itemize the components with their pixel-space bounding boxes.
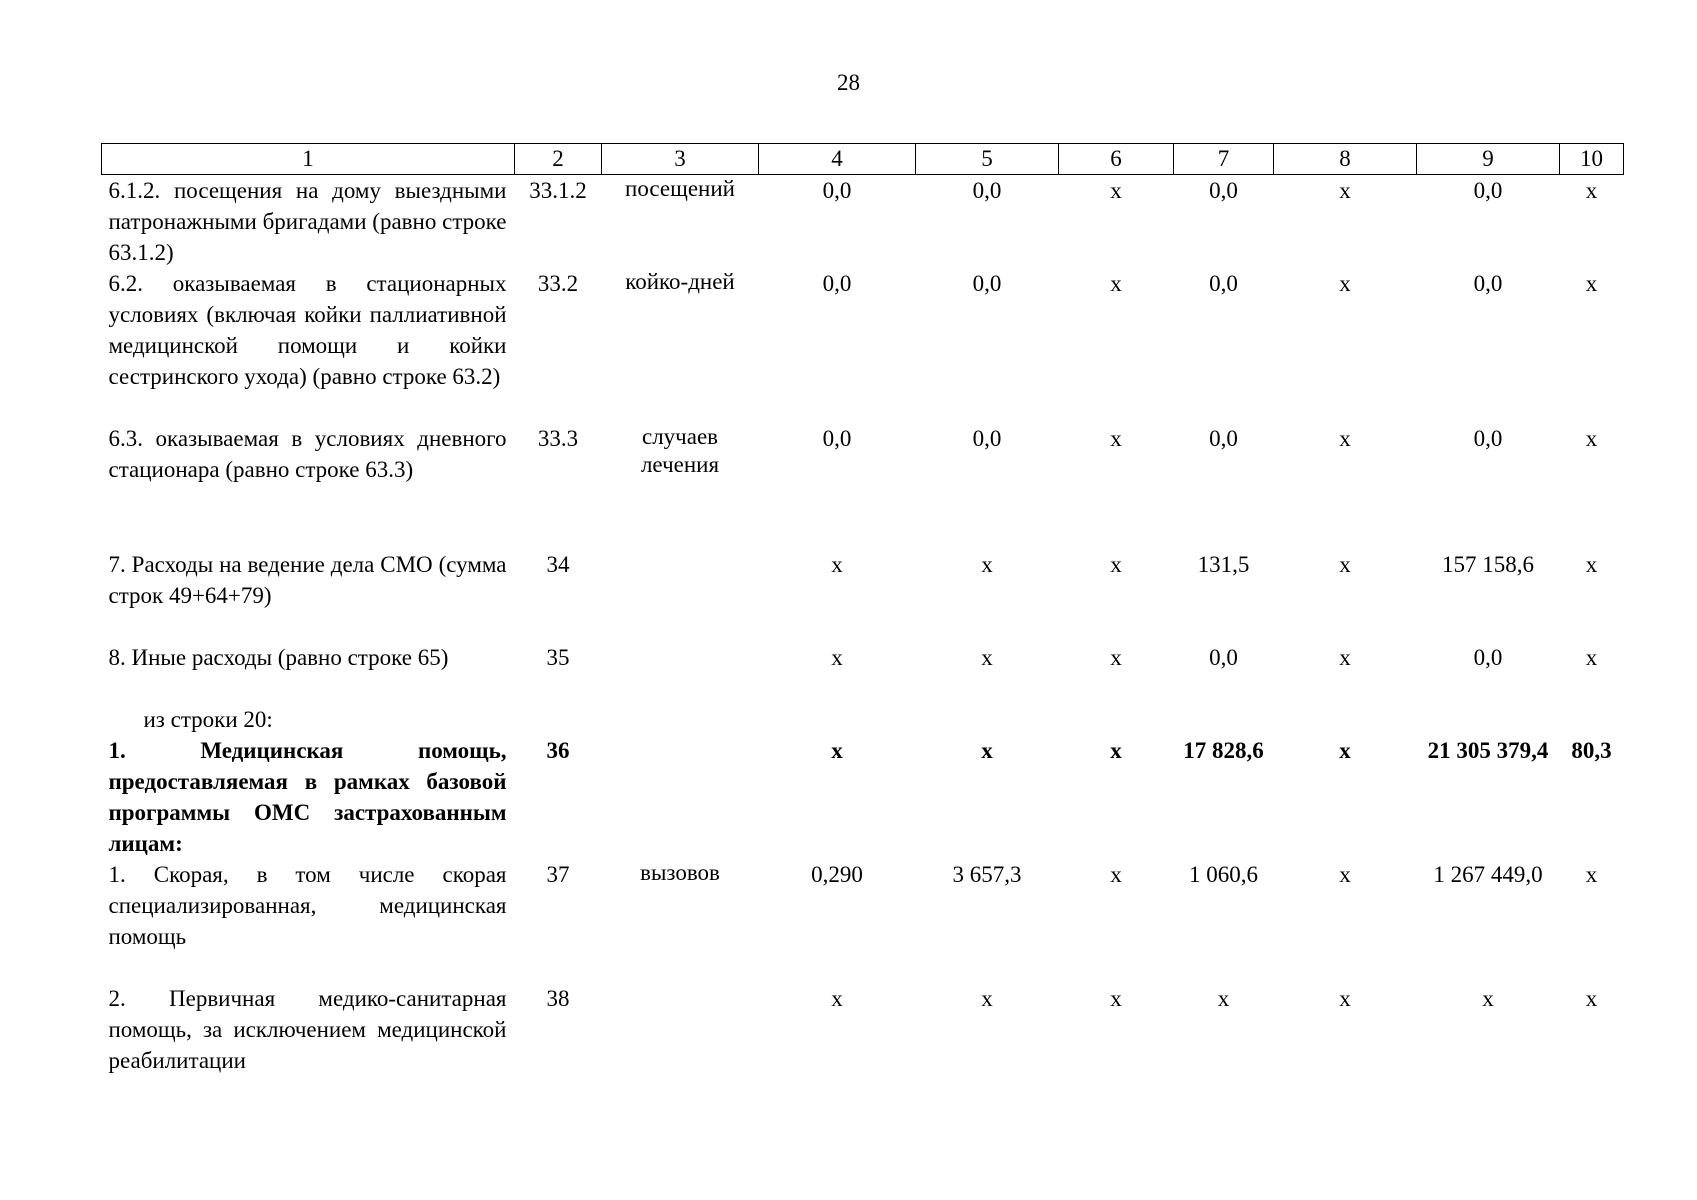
cell-col5: х bbox=[981, 738, 993, 763]
cell-col4: х bbox=[831, 552, 843, 577]
cell-col5: х bbox=[981, 552, 993, 577]
cell-col4: 0,290 bbox=[811, 862, 863, 887]
row-code: 37 bbox=[546, 862, 570, 887]
column-header: 9 bbox=[1417, 144, 1560, 175]
cell-col7: 0,0 bbox=[1209, 645, 1238, 670]
table-row bbox=[102, 549, 1624, 642]
cell-col6: х bbox=[1110, 426, 1122, 451]
row-code: 36 bbox=[546, 738, 570, 763]
cell-col9: 0,0 bbox=[1473, 426, 1503, 451]
row-name: 7. Расходы на ведение дела СМО (сумма строк 49+64+79) bbox=[108, 552, 507, 608]
table-header-row bbox=[102, 144, 1624, 175]
cell-col5: 0,0 bbox=[972, 271, 1002, 296]
row-unit bbox=[602, 642, 759, 704]
cell-col6: х bbox=[1110, 271, 1122, 296]
column-header: 4 bbox=[759, 144, 916, 175]
table-row bbox=[102, 704, 1624, 735]
cell-col9: 0,0 bbox=[1473, 271, 1503, 296]
cell-col8: х bbox=[1339, 645, 1351, 670]
row-name: из строки 20: bbox=[143, 707, 273, 732]
row-code: 33.3 bbox=[537, 426, 579, 451]
cell-col6: х bbox=[1110, 178, 1122, 203]
row-name: 8. Иные расходы (равно строке 65) bbox=[108, 645, 449, 670]
row-name: 2. Первичная медико-санитарная помощь, за исключением медицинской реабилитации bbox=[108, 986, 507, 1073]
table-row bbox=[102, 983, 1624, 1076]
cell-col10: х bbox=[1585, 645, 1598, 670]
cell-col8: х bbox=[1339, 552, 1351, 577]
column-header: 6 bbox=[1059, 144, 1174, 175]
cell-col5 bbox=[916, 704, 1059, 735]
row-unit: посещений bbox=[625, 176, 735, 201]
cell-col7: 1 060,6 bbox=[1189, 862, 1258, 887]
table-row bbox=[102, 268, 1624, 423]
cell-col9 bbox=[1417, 704, 1560, 735]
cell-col4: х bbox=[831, 645, 843, 670]
row-code: 33.1.2 bbox=[529, 178, 587, 203]
cell-col8: х bbox=[1339, 738, 1351, 763]
cell-col5: 0,0 bbox=[972, 426, 1002, 451]
cell-col4: х bbox=[831, 738, 843, 763]
cell-col5: 3 657,3 bbox=[952, 862, 1022, 887]
cell-col7: 0,0 bbox=[1209, 426, 1238, 451]
cell-col5: х bbox=[981, 645, 993, 670]
cell-col8: х bbox=[1339, 426, 1351, 451]
row-unit: случаев лечения bbox=[640, 424, 720, 477]
table-row bbox=[102, 642, 1624, 704]
data-table bbox=[101, 143, 1624, 1076]
column-header: 5 bbox=[916, 144, 1059, 175]
cell-col8: х bbox=[1339, 271, 1351, 296]
cell-col4: х bbox=[831, 986, 843, 1011]
cell-col7 bbox=[1174, 704, 1274, 735]
column-header: 8 bbox=[1274, 144, 1417, 175]
cell-col9: 1 267 449,0 bbox=[1433, 862, 1543, 887]
cell-col7: 0,0 bbox=[1209, 178, 1238, 203]
cell-col5: х bbox=[981, 986, 993, 1011]
cell-col7: 131,5 bbox=[1197, 552, 1250, 577]
column-header: 1 bbox=[102, 144, 515, 175]
cell-col4: 0,0 bbox=[822, 271, 852, 296]
cell-col4: 0,0 bbox=[822, 178, 852, 203]
cell-col9: 0,0 bbox=[1473, 645, 1503, 670]
cell-col10 bbox=[1560, 704, 1624, 735]
row-name: 6.2. оказываемая в стационарных условиях (включая койки паллиативной медицинской помощи и койки сестринского ухода) (равно строке 63.2) bbox=[108, 271, 507, 389]
row-unit: вызовов bbox=[640, 860, 720, 885]
cell-col6: х bbox=[1110, 645, 1122, 670]
table-row bbox=[102, 423, 1624, 549]
row-unit bbox=[602, 704, 759, 735]
cell-col9: х bbox=[1482, 986, 1494, 1011]
cell-col6: х bbox=[1110, 738, 1122, 763]
cell-col4 bbox=[759, 704, 916, 735]
row-code: 33.2 bbox=[537, 271, 579, 296]
table-row bbox=[102, 735, 1624, 859]
cell-col6 bbox=[1059, 704, 1174, 735]
row-name: 1. Медицинская помощь, предоставляемая в рамках базовой программы ОМС застрахованным лицам: bbox=[108, 738, 507, 856]
cell-col9: 21 305 379,4 bbox=[1427, 738, 1549, 763]
cell-col6: х bbox=[1110, 552, 1122, 577]
cell-col9: 0,0 bbox=[1473, 178, 1503, 203]
cell-col8 bbox=[1274, 704, 1417, 735]
cell-col6: х bbox=[1110, 986, 1122, 1011]
column-header: 3 bbox=[602, 144, 759, 175]
table-row bbox=[102, 175, 1624, 269]
cell-col8: х bbox=[1339, 178, 1351, 203]
row-unit bbox=[602, 549, 759, 642]
column-header: 2 bbox=[515, 144, 602, 175]
cell-col10: х bbox=[1585, 862, 1598, 887]
cell-col9: 157 158,6 bbox=[1442, 552, 1534, 577]
column-header: 7 bbox=[1174, 144, 1274, 175]
row-name: 6.1.2. посещения на дому выездными патронажными бригадами (равно строке 63.1.2) bbox=[108, 178, 507, 265]
row-name: 6.3. оказываемая в условиях дневного стационара (равно строке 63.3) bbox=[108, 426, 507, 482]
cell-col10: 80,3 bbox=[1571, 738, 1612, 763]
cell-col10: х bbox=[1585, 178, 1598, 203]
cell-col10: х bbox=[1585, 271, 1598, 296]
cell-col4: 0,0 bbox=[822, 426, 852, 451]
cell-col7: 0,0 bbox=[1209, 271, 1238, 296]
cell-col10: х bbox=[1585, 552, 1598, 577]
row-code: 38 bbox=[546, 986, 570, 1011]
page-number: 28 bbox=[837, 70, 860, 95]
cell-col5: 0,0 bbox=[972, 178, 1002, 203]
column-header: 10 bbox=[1560, 144, 1624, 175]
row-code: 35 bbox=[546, 645, 570, 670]
row-code: 34 bbox=[546, 552, 570, 577]
cell-col10: х bbox=[1585, 426, 1598, 451]
row-name: 1. Скорая, в том числе скорая специализированная, медицинская помощь bbox=[108, 862, 507, 949]
cell-col10: х bbox=[1585, 986, 1598, 1011]
cell-col7: 17 828,6 bbox=[1183, 738, 1264, 763]
row-unit: койко-дней bbox=[625, 269, 735, 294]
row-code bbox=[515, 704, 602, 735]
cell-col7: х bbox=[1217, 986, 1230, 1011]
table-row bbox=[102, 859, 1624, 983]
cell-col8: х bbox=[1339, 862, 1351, 887]
row-unit bbox=[602, 983, 759, 1076]
row-unit bbox=[602, 735, 759, 859]
cell-col8: х bbox=[1339, 986, 1351, 1011]
cell-col6: х bbox=[1110, 862, 1122, 887]
